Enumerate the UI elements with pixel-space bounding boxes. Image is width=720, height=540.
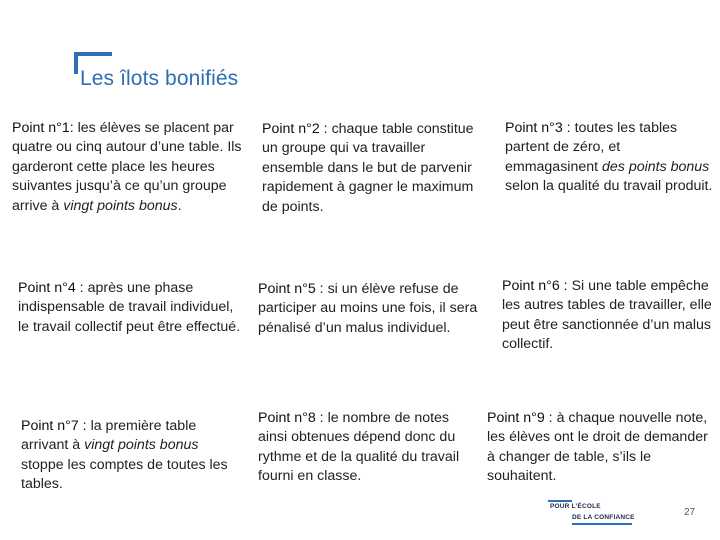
point-2: [262, 120, 484, 217]
logo-line-2: DE LA CONFIANCE: [572, 514, 635, 521]
point-emphasis: vingt points bonus: [63, 197, 178, 214]
point-6: [502, 277, 716, 355]
logo-line-1: POUR L’ÉCOLE: [550, 503, 601, 510]
page-number: 27: [684, 507, 696, 518]
point-5: [258, 280, 478, 338]
point-text: chaque table constitue un groupe qui va travailler ensemble dans le but de parvenir rapidement à gagner le maximum de points.: [262, 121, 474, 215]
logo: [548, 500, 658, 526]
logo-accent-top: [548, 500, 572, 502]
point-text: après une phase indispensable de travail individuel, le travail collectif peut être effectué.: [18, 280, 241, 335]
point-4: [18, 279, 246, 337]
point-8: [258, 409, 480, 487]
point-text: le nombre de notes ainsi obtenues dépend donc du rythme et de la qualité du travail fourni en classe.: [258, 410, 460, 485]
point-emphasis: des points bonus: [602, 158, 710, 175]
point-label: Point n°1:: [12, 120, 74, 136]
point-text: la première table arrivant à: [21, 418, 197, 454]
point-label: Point n°9 :: [487, 410, 553, 426]
point-text: Si une table empêche les autres tables de travailler, elle peut être sanctionnée d’un malus collectif.: [502, 278, 712, 353]
point-text-end: stoppe les comptes de toutes les tables.: [21, 456, 228, 493]
title-accent-line: [74, 52, 112, 56]
point-1: [12, 119, 256, 216]
point-3: [505, 119, 713, 197]
point-label: Point n°2 :: [262, 121, 328, 137]
point-7: [21, 417, 243, 495]
point-label: Point n°5 :: [258, 281, 324, 297]
point-text: les élèves se placent par quatre ou cinq autour d’une table. Ils garderont cette place les heures suivantes jusqu’à ce qu’un groupe arrive à: [12, 120, 242, 214]
point-label: Point n°7 :: [21, 418, 87, 434]
point-text: si un élève refuse de participer au moins une fois, il sera pénalisé d’un malus individuel.: [258, 281, 478, 336]
point-label: Point n°4 :: [18, 280, 84, 296]
point-label: Point n°3 :: [505, 120, 571, 136]
point-label: Point n°8 :: [258, 410, 324, 426]
point-text-end: selon la qualité du travail produit.: [505, 178, 713, 195]
point-text: toutes les tables partent de zéro, et emmagasinent: [505, 120, 678, 175]
point-label: Point n°6 :: [502, 278, 568, 294]
point-text: à chaque nouvelle note, les élèves ont le droit de demander à changer de table, s’ils le souhaitent.: [487, 410, 708, 485]
logo-accent-bottom: [572, 523, 632, 525]
slide-title: Les îlots bonifiés: [80, 67, 239, 90]
point-text-end: .: [177, 197, 182, 214]
point-9: [487, 409, 715, 487]
point-emphasis: vingt points bonus: [84, 437, 199, 454]
